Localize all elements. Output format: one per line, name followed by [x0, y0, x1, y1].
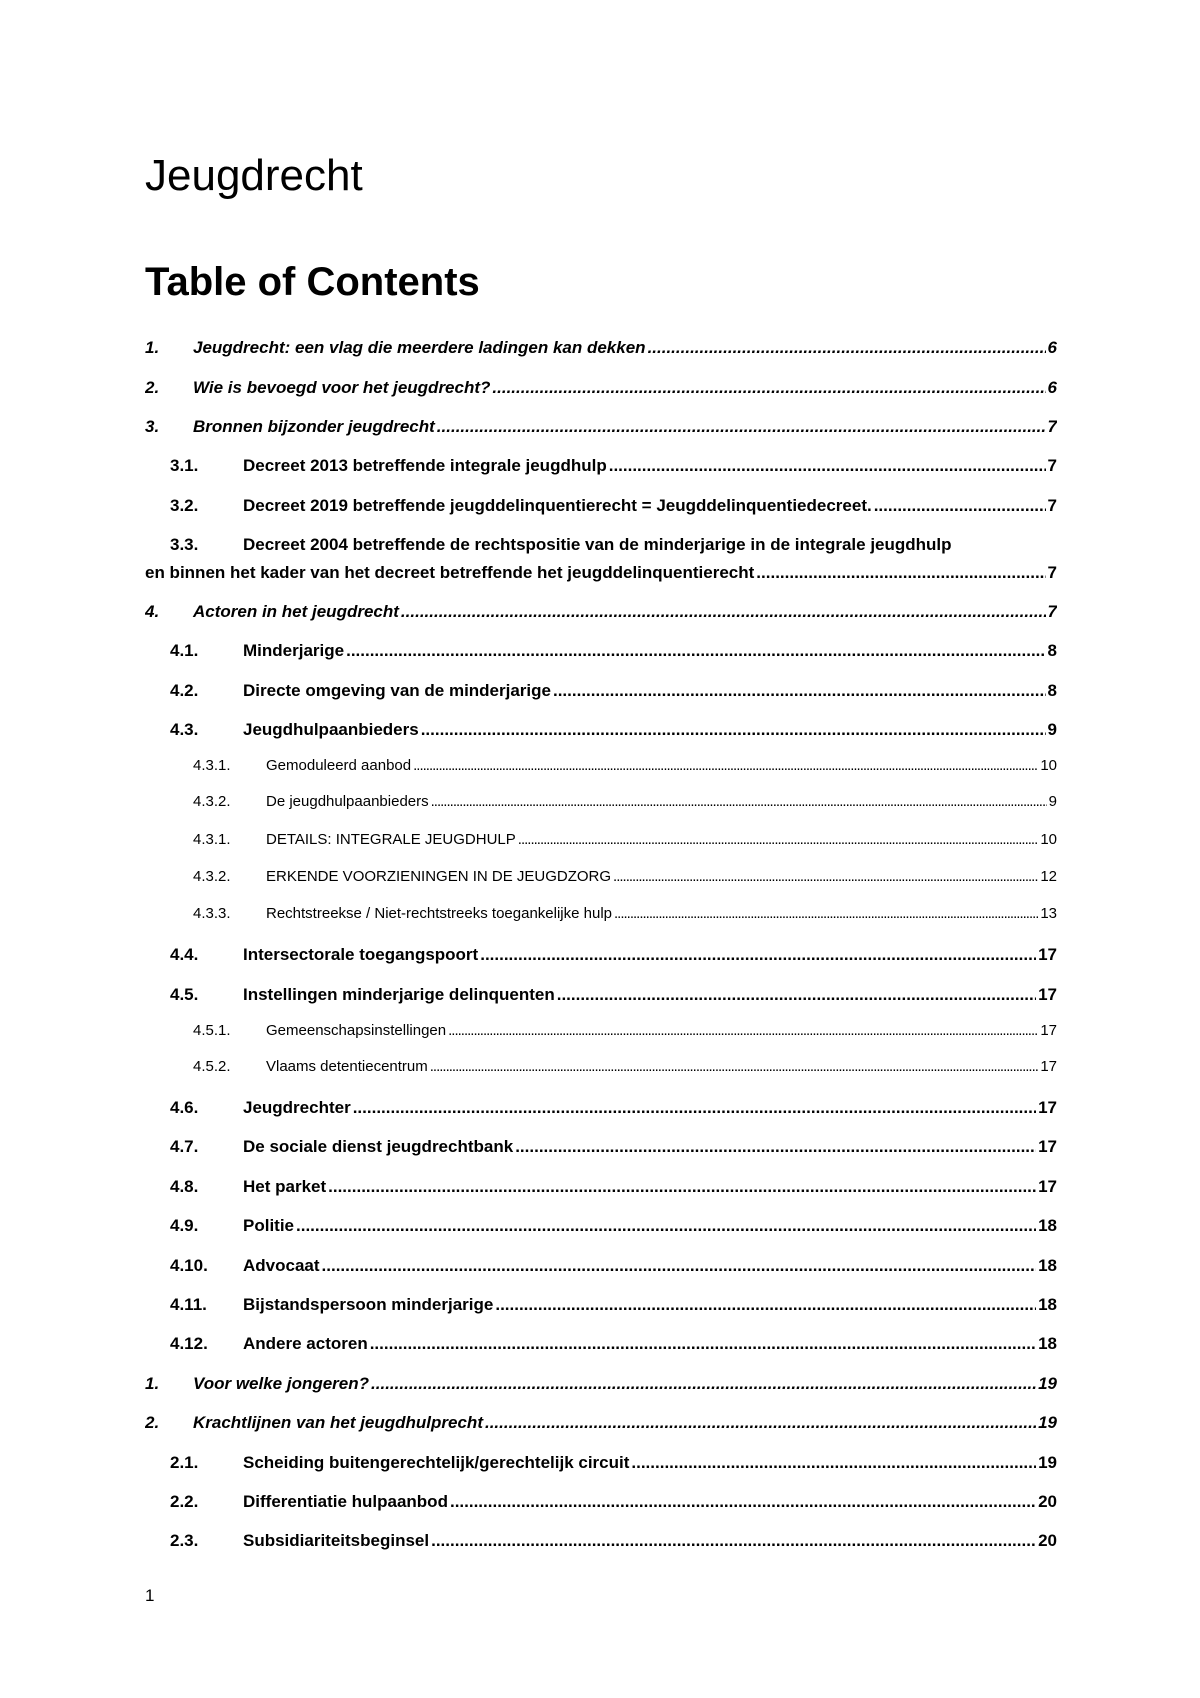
toc-entry-number: 4.5. — [170, 985, 199, 1004]
toc-entry-page: 19 — [1038, 1453, 1057, 1472]
toc-entry-title: Actoren in het jeugdrecht — [193, 602, 399, 621]
toc-entry-number: 3.2. — [170, 496, 199, 515]
toc-entry-page: 18 — [1038, 1334, 1057, 1353]
toc-entry-number: 4.3.1. — [193, 831, 231, 848]
toc-entry-number: 1. — [145, 338, 160, 357]
toc-entry-number: 4.7. — [170, 1137, 199, 1156]
toc-entry-number: 4.4. — [170, 945, 199, 964]
toc-entry-number: 4.9. — [170, 1216, 199, 1235]
toc-entry-page: 20 — [1038, 1531, 1057, 1550]
toc-entry-page: 8 — [1047, 681, 1057, 700]
toc-entry-leader — [431, 793, 1047, 810]
toc-entry[interactable] — [145, 1413, 1057, 1433]
toc-entry-title: ERKENDE VOORZIENINGEN IN DE JEUGDZORG — [266, 868, 612, 885]
toc-entry[interactable] — [145, 1256, 1057, 1276]
toc-entry-leader — [296, 1216, 1036, 1236]
toc-entry[interactable] — [145, 456, 1057, 476]
toc-entry[interactable] — [145, 1098, 1057, 1118]
toc-entry-number: 4.3.2. — [193, 868, 231, 885]
toc-entry-page: 17 — [1038, 1177, 1057, 1196]
toc-entry-title: Wie is bevoegd voor het jeugdrecht? — [193, 378, 491, 397]
toc-entry-leader — [322, 1256, 1037, 1276]
toc-entry-leader — [492, 378, 1045, 398]
toc-entry[interactable] — [145, 681, 1057, 701]
toc-entry-title: Vlaams detentiecentrum — [266, 1058, 428, 1075]
toc-entry[interactable] — [145, 1374, 1057, 1394]
toc-entry-title: Decreet 2013 betreffende integrale jeugdhulp — [243, 456, 607, 475]
toc-entry-leader — [613, 868, 1038, 885]
page-number: 1 — [145, 1586, 155, 1605]
toc-entry-number: 4.2. — [170, 681, 199, 700]
toc-entry-page: 6 — [1047, 338, 1057, 357]
toc-entry-number: 4.12. — [170, 1334, 208, 1353]
toc-entry-title: Differentiatie hulpaanbod — [243, 1492, 448, 1511]
toc-entry-leader — [448, 1022, 1038, 1039]
toc-entry[interactable] — [145, 945, 1057, 965]
toc-entry-page: 9 — [1047, 720, 1057, 739]
toc-entry-number: 4.3.2. — [193, 793, 231, 810]
toc-entry-leader — [874, 496, 1046, 516]
toc-entry-page: 10 — [1040, 831, 1057, 848]
toc-entry-leader — [431, 1531, 1036, 1551]
toc-entry-leader — [614, 905, 1038, 922]
toc-entry[interactable] — [145, 602, 1057, 622]
document-title: Jeugdrecht — [145, 151, 363, 200]
toc-entry[interactable] — [145, 793, 1057, 810]
toc-entry[interactable] — [145, 905, 1057, 922]
toc-entry-page: 7 — [1047, 417, 1057, 436]
toc-entry[interactable] — [145, 1531, 1057, 1551]
toc-entry[interactable] — [145, 1492, 1057, 1512]
toc-entry-title: Andere actoren — [243, 1334, 368, 1353]
toc-entry-leader — [648, 338, 1046, 358]
toc-entry[interactable] — [145, 720, 1057, 740]
toc-entry-number: 4.5.1. — [193, 1022, 231, 1039]
toc-entry-number: 4.3. — [170, 720, 199, 739]
toc-entry-title: Decreet 2019 betreffende jeugddelinquentierecht = Jeugddelinquentiedecreet. — [243, 496, 872, 515]
toc-entry-number: 4.5.2. — [193, 1058, 231, 1075]
toc-entry-page: 17 — [1038, 1098, 1057, 1117]
toc-entry-number: 4.3.3. — [193, 905, 231, 922]
toc-entry[interactable] — [145, 1216, 1057, 1236]
toc-entry[interactable] — [145, 378, 1057, 398]
toc-entry-title: Minderjarige — [243, 641, 345, 660]
toc-entry-page: 8 — [1047, 641, 1057, 660]
toc-entry-page: 18 — [1038, 1256, 1057, 1275]
toc-entry-leader — [480, 945, 1036, 965]
toc-entry-number: 2.1. — [170, 1453, 199, 1472]
toc-entry-leader — [401, 602, 1046, 622]
toc-entry-title: Instellingen minderjarige delinquenten — [243, 985, 555, 1004]
toc-entry-title: Jeugdrecht: een vlag die meerdere ladingen kan dekken — [193, 338, 646, 357]
toc-entry[interactable] — [145, 831, 1057, 848]
toc-entry-title: Gemeenschapsinstellingen — [266, 1022, 447, 1039]
toc-entry-title: Bronnen bijzonder jeugdrecht — [193, 417, 435, 436]
toc-entry-leader — [515, 1137, 1036, 1157]
toc-entry[interactable] — [145, 338, 1057, 358]
toc-entry[interactable] — [145, 1177, 1057, 1197]
toc-entry[interactable] — [145, 868, 1057, 885]
toc-entry[interactable] — [145, 641, 1057, 661]
toc-entry-title: Scheiding buitengerechtelijk/gerechtelijk circuit — [243, 1453, 630, 1472]
toc-entry-title: Jeugdhulpaanbieders — [243, 720, 419, 739]
toc-entry-page: 18 — [1038, 1295, 1057, 1314]
toc-entry[interactable] — [145, 1334, 1057, 1354]
toc-entry[interactable] — [145, 757, 1057, 774]
toc-entry-number: 4.11. — [170, 1295, 207, 1314]
toc-entry-number: 1. — [145, 1374, 160, 1393]
toc-entry-page: 19 — [1038, 1374, 1057, 1393]
toc-entry-page: 17 — [1040, 1058, 1057, 1075]
toc-entry-leader — [353, 1098, 1036, 1118]
toc-entry-leader — [421, 720, 1046, 740]
toc-entry-leader — [437, 417, 1046, 437]
toc-entry-title-continuation: en binnen het kader van het decreet betreffende het jeugddelinquentierecht — [145, 563, 755, 582]
toc-entry[interactable] — [145, 1137, 1057, 1157]
toc-entry-number: 3.3. — [170, 535, 199, 554]
toc-entry-page: 12 — [1040, 868, 1057, 885]
toc-entry-page: 19 — [1038, 1413, 1057, 1432]
toc-entry[interactable] — [145, 1058, 1057, 1075]
toc-entry-leader — [756, 563, 1045, 583]
toc-entry-title: Decreet 2004 betreffende de rechtspositie van de minderjarige in de integrale jeugdhulp — [243, 535, 952, 554]
toc-entry-title: Voor welke jongeren? — [193, 1374, 370, 1393]
toc-entry-title: De sociale dienst jeugdrechtbank — [243, 1137, 514, 1156]
toc-entry-page: 20 — [1038, 1492, 1057, 1511]
toc-entry-leader — [370, 1334, 1036, 1354]
toc-entry-number: 4.1. — [170, 641, 199, 660]
toc-entry-leader — [609, 456, 1046, 476]
toc-entry-page: 7 — [1047, 456, 1057, 475]
toc-entry[interactable] — [145, 535, 1057, 555]
toc-entry-title: Rechtstreekse / Niet-rechtstreeks toegankelijke hulp — [266, 905, 612, 922]
toc-entry-leader — [430, 1058, 1039, 1075]
toc-entry-page: 18 — [1038, 1216, 1057, 1235]
toc-entry-number: 2.2. — [170, 1492, 199, 1511]
toc-entry-page: 17 — [1038, 985, 1057, 1004]
toc-entry-title: Advocaat — [243, 1256, 320, 1275]
toc-entry[interactable] — [145, 1295, 1057, 1315]
toc-entry-page: 7 — [1047, 563, 1057, 582]
toc-entry-leader — [631, 1453, 1036, 1473]
toc-entry-title: Bijstandspersoon minderjarige — [243, 1295, 494, 1314]
toc-entry-page: 9 — [1048, 793, 1057, 810]
toc-entry-number: 2.3. — [170, 1531, 199, 1550]
toc-entry[interactable] — [145, 417, 1057, 437]
toc-entry-number: 2. — [145, 378, 160, 397]
toc-entry-title: Intersectorale toegangspoort — [243, 945, 479, 964]
toc-entry-leader — [485, 1413, 1036, 1433]
toc-entry-leader — [450, 1492, 1036, 1512]
toc-entry-continuation[interactable] — [145, 563, 1057, 583]
toc-entry-leader — [557, 985, 1036, 1005]
toc-heading: Table of Contents — [145, 260, 480, 304]
toc-entry[interactable] — [145, 1022, 1057, 1039]
toc-entry-leader — [346, 641, 1045, 661]
toc-entry-number: 4.6. — [170, 1098, 199, 1117]
toc-entry-page: 13 — [1040, 905, 1057, 922]
toc-entry[interactable] — [145, 496, 1057, 516]
toc-entry-title: Politie — [243, 1216, 295, 1235]
toc-entry-number: 2. — [145, 1413, 160, 1432]
toc-entry-title: Subsidiariteitsbeginsel — [243, 1531, 430, 1550]
toc-entry-leader — [553, 681, 1046, 701]
toc-entry-title: De jeugdhulpaanbieders — [266, 793, 429, 810]
toc-entry-page: 10 — [1040, 757, 1057, 774]
toc-entry-leader — [371, 1374, 1036, 1394]
toc-entry-title: Directe omgeving van de minderjarige — [243, 681, 551, 700]
toc-entry[interactable] — [145, 1453, 1057, 1473]
toc-entry-page: 17 — [1038, 1137, 1057, 1156]
toc-entry-number: 3.1. — [170, 456, 199, 475]
toc-entry-page: 7 — [1047, 496, 1057, 515]
toc-entry-leader — [495, 1295, 1036, 1315]
toc-entry-page: 17 — [1038, 945, 1057, 964]
toc-entry-page: 7 — [1047, 602, 1057, 621]
toc-entry-title: Jeugdrechter — [243, 1098, 351, 1117]
toc-entry-leader — [328, 1177, 1036, 1197]
toc-entry-page: 6 — [1047, 378, 1057, 397]
toc-entry-number: 4.3.1. — [193, 757, 231, 774]
toc-entry-page: 17 — [1040, 1022, 1057, 1039]
toc-entry-number: 4. — [145, 602, 160, 621]
toc-entry-number: 3. — [145, 417, 160, 436]
toc-entry[interactable] — [145, 985, 1057, 1005]
toc-entry-leader — [413, 757, 1038, 774]
toc-entry-title: Het parket — [243, 1177, 327, 1196]
toc-entry-title: Gemoduleerd aanbod — [266, 757, 412, 774]
toc-entry-number: 4.8. — [170, 1177, 199, 1196]
toc-entry-title: Krachtlijnen van het jeugdhulprecht — [193, 1413, 483, 1432]
toc-entry-number: 4.10. — [170, 1256, 208, 1275]
toc-entry-leader — [518, 831, 1039, 848]
toc-entry-title: DETAILS: INTEGRALE JEUGDHULP — [266, 831, 516, 848]
